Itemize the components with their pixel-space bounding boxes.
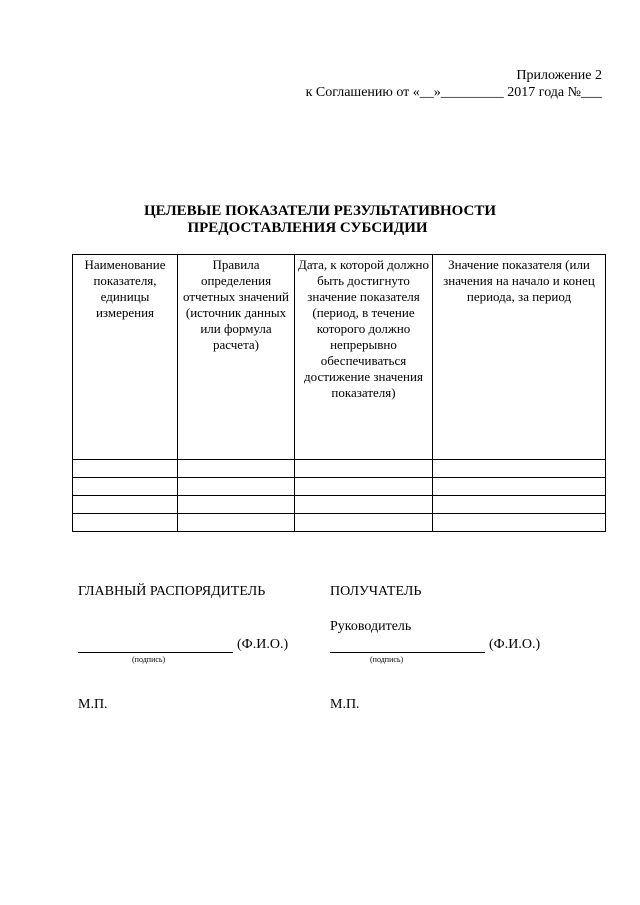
table-cell[interactable] xyxy=(73,514,178,532)
appendix-number: Приложение 2 xyxy=(516,68,602,83)
column-header-indicator-name: Наименование показателя, единицы измерения xyxy=(73,255,178,460)
table-cell[interactable] xyxy=(178,478,295,496)
recipient-role-label: Руководитель xyxy=(330,619,412,634)
chief-fio-label: (Ф.И.О.) xyxy=(237,637,289,652)
table-row xyxy=(73,460,606,478)
table-cell[interactable] xyxy=(178,496,295,514)
recipient-signature-line[interactable] xyxy=(330,652,485,653)
recipient-fio-label: (Ф.И.О.) xyxy=(489,637,541,652)
indicators-table xyxy=(72,254,606,532)
table-cell[interactable] xyxy=(73,478,178,496)
table-cell[interactable] xyxy=(433,496,606,514)
title-line-2: ПРЕДОСТАВЛЕНИЯ СУБСИДИИ xyxy=(187,220,428,236)
chief-stamp-label: М.П. xyxy=(78,697,108,712)
column-header-value: Значение показателя (или значения на начало и конец периода, за период xyxy=(433,255,606,460)
table-cell[interactable] xyxy=(433,460,606,478)
column-header-rules: Правила определения отчетных значений (источник данных или формула расчета) xyxy=(178,255,295,460)
recipient-stamp-label: М.П. xyxy=(330,697,360,712)
title-line-1: ЦЕЛЕВЫЕ ПОКАЗАТЕЛИ РЕЗУЛЬТАТИВНОСТИ xyxy=(143,203,497,219)
chief-signature-caption: (подпись) xyxy=(132,655,166,664)
table-cell[interactable] xyxy=(433,478,606,496)
table-row xyxy=(73,514,606,532)
table-row xyxy=(73,478,606,496)
document-title xyxy=(0,203,640,237)
table-cell[interactable] xyxy=(295,460,433,478)
table-header-row xyxy=(73,255,606,460)
recipient-signature-caption: (подпись) xyxy=(370,655,404,664)
chief-signature-line[interactable] xyxy=(78,652,233,653)
table-cell[interactable] xyxy=(295,514,433,532)
table-row xyxy=(73,496,606,514)
table-cell[interactable] xyxy=(73,496,178,514)
table-cell[interactable] xyxy=(178,460,295,478)
recipient-heading: ПОЛУЧАТЕЛЬ xyxy=(330,584,422,599)
column-header-date: Дата, к которой должно быть достигнуто значение показателя (период, в течение которого должно непрерывно обеспечиваться достижение значения показателя) xyxy=(295,255,433,460)
table-cell[interactable] xyxy=(295,496,433,514)
table-cell[interactable] xyxy=(433,514,606,532)
table-cell[interactable] xyxy=(178,514,295,532)
chief-administrator-heading: ГЛАВНЫЙ РАСПОРЯДИТЕЛЬ xyxy=(78,584,266,599)
agreement-reference: к Соглашению от «__»_________ 2017 года №___ xyxy=(305,85,602,100)
table-cell[interactable] xyxy=(73,460,178,478)
table-cell[interactable] xyxy=(295,478,433,496)
